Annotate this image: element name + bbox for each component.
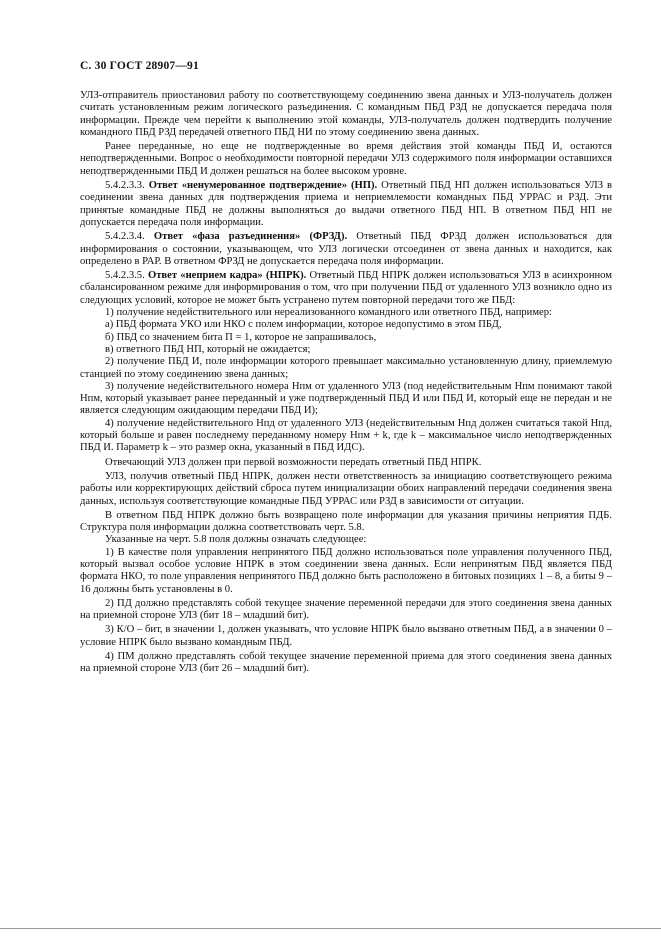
section-text: Ответный ПБД НПРК должен использоваться УЛЗ в асинхронном сбалансированном режиме для информирования о том, что при получении ПБД от удаленного УЛЗ возникло одно из следующих условий, которое не может быть устранено путем повторной передачи того же ПБД: — [80, 270, 612, 306]
paragraph: 2) ПД должно представлять собой текущее значение переменной передачи для этого соединения звена данных на приемной стороне УЛЗ (бит 18 – младший бит). — [80, 597, 612, 622]
section-text: Ответный ПБД ФРЗД должен использоваться для информирования о состоянии, указывающем, что УЛЗ логически отсоединен от звена данных и находится, как определено в РАР. В ответном ФРЗД не допускается передача поля информации. — [80, 231, 612, 267]
section-title: Ответ «неприем кадра» (НПРК). — [147, 270, 307, 282]
section-title: Ответ «ненумерованное подтверждение» (НП). — [148, 180, 378, 192]
paragraph: Отвечающий УЛЗ должен при первой возможности передать ответный ПБД НПРК. — [105, 456, 482, 468]
list-item: а) ПБД формата УКО или НКО с полем информации, которое недопустимо в этом ПБД, — [105, 319, 502, 331]
list-item: 4) получение недействительного Нпд от удаленного УЛЗ (недействительным Нпд должен считаться такой Нпд, который больше и равен последнему переданному номеру Нпм + k, где k – максимальное число неподтвержденных ПБД И. Параметр k – это размер окна, указанный в ПБД ИДС). — [80, 417, 612, 454]
section-title: Ответ «фаза разъединения» (ФРЗД). — [153, 231, 348, 243]
section-text: Ответный ПБД НП должен использоваться УЛЗ в соединении звена данных для подтверждения приема и неприемлемости командных ПБД УРРАС и РЗД. Эти принятые командные ПБД не должны выполняться до выдачи ответного ПБД НП. В ответном ПБД НП не допускается передача поля информации. — [80, 180, 612, 228]
paragraph: В ответном ПБД НПРК должно быть возвращено поле информации для указания причины неприятия ПДБ. Структура поля информации должна соответствовать черт. 5.8. — [80, 509, 612, 534]
paragraph: 4) ПМ должно представлять собой текущее значение переменной приема для этого соединения звена данных на приемной стороне УЛЗ (бит 26 – младший бит). — [80, 651, 612, 675]
list-item: 1) получение недействительного или нереализованного командного или ответного ПБД, например: — [105, 307, 552, 319]
paragraph: УЛЗ-отправитель приостановил работу по соответствующему соединению звена данных и УЛЗ-получатель должен считать установленным режим логического разъединения. С командным ПБД РЗД не допускается передача поля информации. Прежде чем перейти к выполнению этой команды, УЛЗ-получатель должен подтвердить получение командного ПБД РЗД передачей ответного ПБД НИ по этому соединению звена данных. — [80, 90, 612, 138]
list-item: 3) получение недействительного номера Нпм от удаленного УЛЗ (под недействительным Нпм понимают такой Нпм, который указывает ранее переданный и уже подтвержденный ПБД И или ПБД И, который еще не передан и не является следующим ожидающим передачи ПБД И); — [80, 380, 612, 417]
paragraph: 3) К/О – бит, в значении 1, должен указывать, что условие НПРК было вызвано ответным ПБД, а в значении 0 – условие НПРК было вызвано командным ПБД. — [80, 624, 612, 648]
section-number: 5.4.2.3.3. — [105, 180, 145, 192]
list-item: в) ответного ПБД НП, который не ожидается; — [105, 343, 311, 355]
section-5-4-2-3-3 — [80, 180, 612, 229]
page-header: С. 30 ГОСТ 28907—91 — [80, 60, 199, 72]
list-item: 2) получение ПБД И, поле информации которого превышает максимально установленную длину, приемлемую станцией по этому соединению звена данных; — [80, 356, 612, 380]
paragraph: 1) В качестве поля управления непринятого ПБД должно использоваться поле управления полученного ПБД, который вызвал особое условие НПРК в этом соединении звена данных. Если непринятым ПБД является ПБД формата НКО, то поле управления непринятого ПБД должно быть расположено в битовых позициях 1 – 8, а биты 9 – 16 должны быть установлены в 0. — [80, 546, 612, 595]
paragraph: Указанные на черт. 5.8 поля должны означать следующее: — [105, 534, 367, 546]
section-5-4-2-3-5 — [80, 270, 612, 307]
section-5-4-2-3-4 — [80, 231, 612, 268]
document-page — [80, 60, 612, 676]
page-bottom-edge — [0, 928, 661, 929]
paragraph: УЛЗ, получив ответный ПБД НПРК, должен нести ответственность за инициацию соответствующего режима работы или корректирующих действий сброса путем инициализации обоих направлений передачи соединения звена данных, используя соответствующие командные ПБД УРРАС или РЗД в зависимости от ситуации. — [80, 470, 612, 507]
section-number: 5.4.2.3.4. — [105, 231, 145, 243]
paragraph: Ранее переданные, но еще не подтвержденные во время действия этой команды ПБД И, остаются неподтвержденными. Вопрос о необходимости повторной передачи УЛЗ содержимого поля информации оставшихся неподтвержденными ПБД И должен решаться на более высоком уровне. — [80, 141, 612, 177]
list-item: б) ПБД со значением бита П = 1, которое не запрашивалось, — [105, 331, 377, 343]
section-number: 5.4.2.3.5. — [105, 270, 145, 282]
